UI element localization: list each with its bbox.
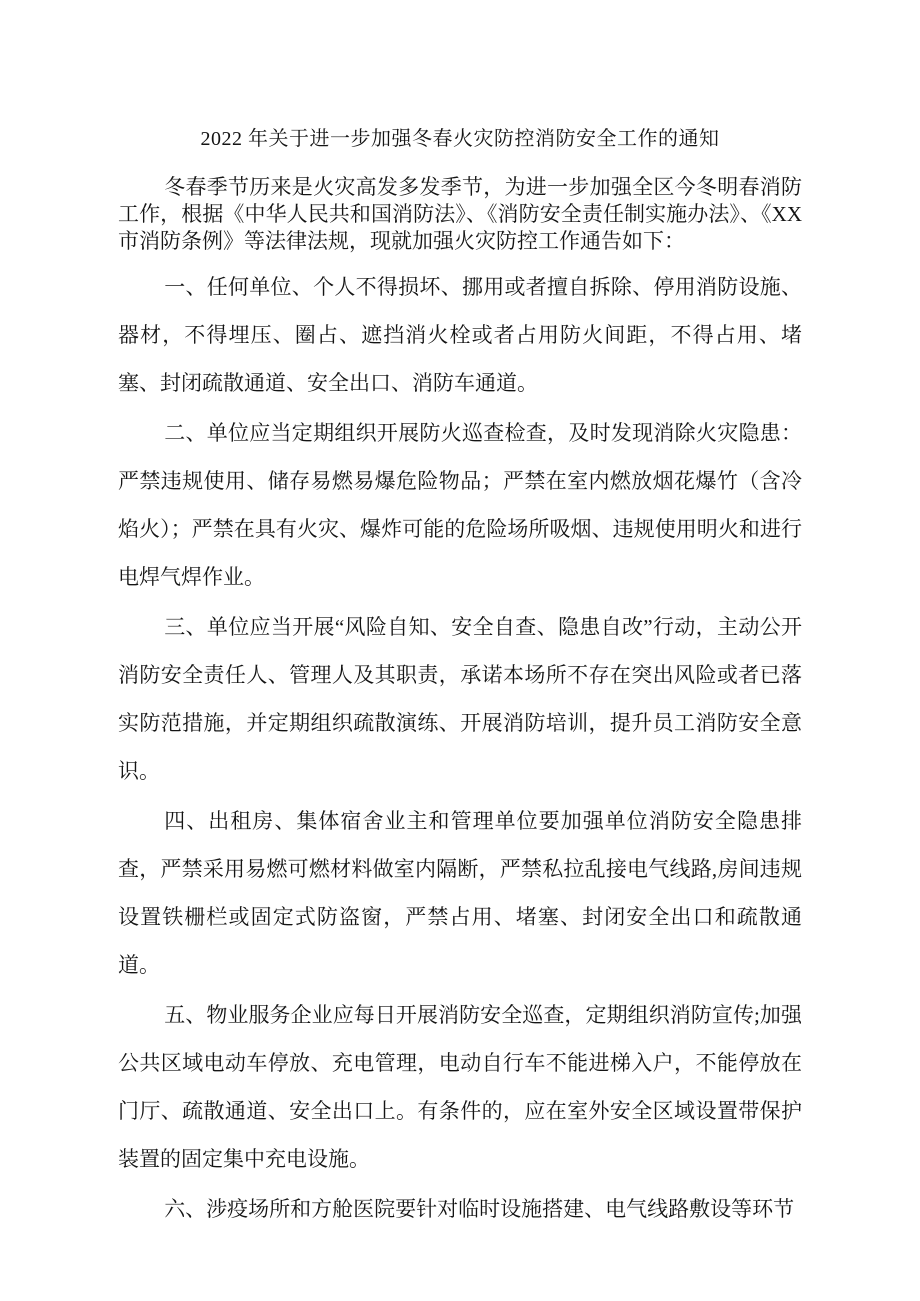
clause-paragraph-2: 二、单位应当定期组织开展防火巡查检查，及时发现消除火灾隐患：严禁违规使用、储存易燃易爆危险物品；严禁在室内燃放烟花爆竹（含冷焰火）；严禁在具有火灾、爆炸可能的危险场所吸烟、违规使用明火和进行电焊气焊作业。 [118, 421, 802, 589]
clause-paragraph-6: 六、涉疫场所和方舱医院要针对临时设施搭建、电气线路敷设等环节 [164, 1197, 795, 1221]
document-title: 2022 年关于进一步加强冬春火灾防控消防安全工作的通知 [200, 128, 720, 150]
clause-paragraph-3: 三、单位应当开展“风险自知、安全自查、隐患自改”行动，主动公开消防安全责任人、管理人及其职责，承诺本场所不存在突出风险或者已落实防范措施，并定期组织疏散演练、开展消防培训，提升员工消防安全意识。 [118, 615, 802, 783]
intro-paragraph: 冬春季节历来是火灾高发多发季节，为进一步加强全区今冬明春消防工作，根据《中华人民共和国消防法》、《消防安全责任制实施办法》、《XX 市消防条例》等法律法规，现就加强火灾防控工作通告如下： [118, 175, 802, 253]
clause-paragraph-1: 一、任何单位、个人不得损坏、挪用或者擅自拆除、停用消防设施、器材，不得埋压、圈占、遮挡消火栓或者占用防火间距，不得占用、堵塞、封闭疏散通道、安全出口、消防车通道。 [118, 275, 802, 395]
clause-paragraph-5: 五、物业服务企业应每日开展消防安全巡查，定期组织消防宣传;加强公共区域电动车停放、充电管理，电动自行车不能进梯入户，不能停放在门厅、疏散通道、安全出口上。有条件的，应在室外安全区域设置带保护装置的固定集中充电设施。 [118, 1003, 802, 1171]
clause-paragraph-4: 四、出租房、集体宿舍业主和管理单位要加强单位消防安全隐患排查，严禁采用易燃可燃材料做室内隔断，严禁私拉乱接电气线路,房间违规设置铁栅栏或固定式防盗窗，严禁占用、堵塞、封闭安全出口和疏散通道。 [118, 809, 802, 977]
